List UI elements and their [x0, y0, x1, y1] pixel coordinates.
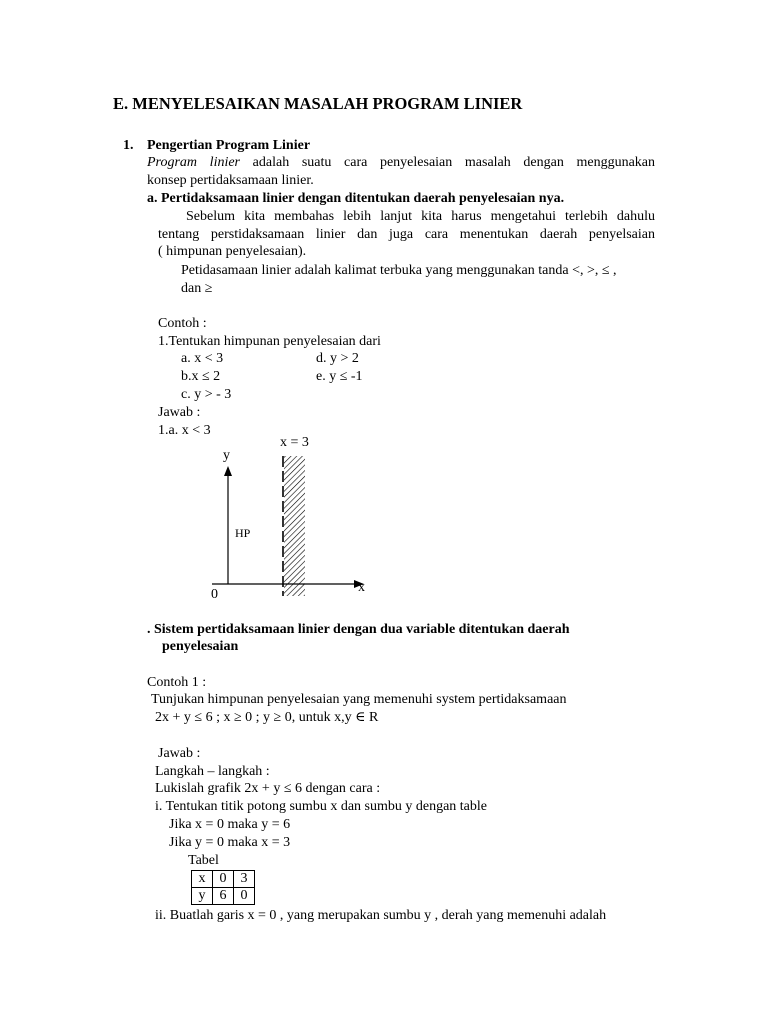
section1-title: Pengertian Program Linier — [147, 138, 311, 153]
task-line2: 2x + y ≤ 6 ; x ≥ 0 ; y ≥ 0, untuk x,y ∈ R — [155, 710, 379, 725]
step-i: i. Tentukan titik potong sumbu x dan sumbu y dengan table — [155, 799, 488, 814]
jawab-label: Jawab : — [158, 405, 201, 420]
table-cell: x — [192, 871, 213, 888]
tabel-label: Tabel — [188, 853, 219, 868]
table-row — [192, 871, 255, 888]
lukis-text: Lukislah grafik 2x + y ≤ 6 dengan cara : — [155, 781, 381, 796]
jika-line1: Jika x = 0 maka y = 6 — [169, 817, 291, 832]
contoh1-label: Contoh 1 : — [147, 675, 207, 690]
item-e: e. y ≤ -1 — [316, 369, 363, 384]
y-axis-label: y — [223, 448, 230, 463]
section1-number: 1. — [123, 138, 134, 153]
question-text: 1.Tentukan himpunan penyelesaian dari — [158, 334, 381, 349]
page-heading: E. MENYELESAIKAN MASALAH PROGRAM LINIER — [113, 94, 523, 113]
step-ii: ii. Buatlah garis x = 0 , yang merupakan sumbu y , derah yang memenuhi adalah — [155, 908, 607, 923]
paragraph1-line1: Sebelum kita membahas lebih lanjut kita harus mengetahui terlebih dahulu — [186, 209, 655, 224]
jika-line2: Jika y = 0 maka x = 3 — [169, 835, 291, 850]
table-cell: y — [192, 888, 213, 905]
item-b: b.x ≤ 2 — [181, 369, 221, 384]
y-axis-arrow — [224, 466, 232, 476]
values-table — [191, 870, 255, 905]
table-cell: 0 — [213, 871, 234, 888]
origin-label: 0 — [211, 587, 218, 602]
langkah-label: Langkah – langkah : — [155, 764, 270, 779]
shaded-region — [284, 456, 305, 596]
table-cell: 0 — [234, 888, 255, 905]
definition-text: adalah suatu cara penyelesaian masalah dengan menggunakan — [252, 155, 655, 170]
paragraph2-line1: Petidasamaan linier adalah kalimat terbuka yang menggunakan tanda <, >, ≤ , — [181, 263, 617, 278]
paragraph1-line3: ( himpunan penyelesaian). — [158, 244, 307, 259]
region-label: HP — [235, 526, 251, 540]
table-cell: 6 — [213, 888, 234, 905]
item-a: a. x < 3 — [181, 351, 224, 366]
section2-title-line2: penyelesaian — [162, 639, 239, 654]
table-row — [192, 888, 255, 905]
item-d: d. y > 2 — [316, 351, 359, 366]
paragraph1-line2: tentang perstidaksamaan linier dan juga cara menentukan daerah penyelsaian — [158, 227, 655, 242]
jawab2-label: Jawab : — [158, 746, 201, 761]
line-label: x = 3 — [280, 435, 309, 450]
definition-line2: konsep pertidaksamaan linier. — [147, 173, 314, 188]
table-cell: 3 — [234, 871, 255, 888]
x-axis-label: x — [358, 580, 365, 595]
task-line1: Tunjukan himpunan penyelesaian yang memenuhi system pertidaksamaan — [151, 692, 567, 707]
paragraph2-line2: dan ≥ — [181, 281, 213, 296]
answer-1a: 1.a. x < 3 — [158, 423, 211, 438]
item-c: c. y > - 3 — [181, 387, 232, 402]
subsection-a-title: a. Pertidaksamaan linier dengan ditentukan daerah penyelesaian nya. — [147, 191, 565, 206]
definition-term: Program linier — [147, 155, 241, 170]
section2-title-line1: . Sistem pertidaksamaan linier dengan dua variable ditentukan daerah — [147, 622, 570, 637]
contoh-label: Contoh : — [158, 316, 207, 331]
